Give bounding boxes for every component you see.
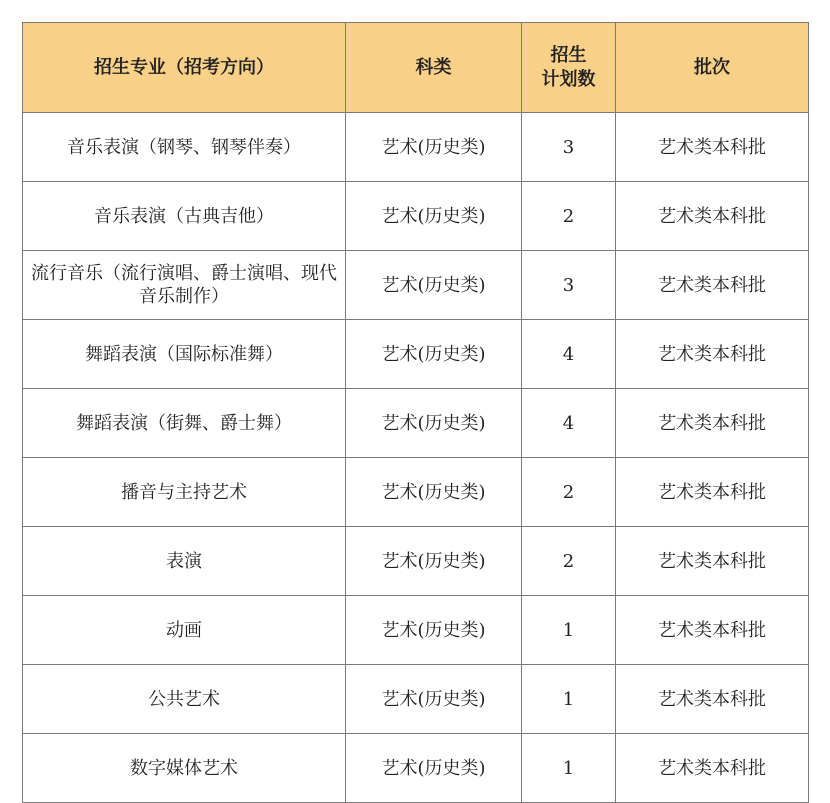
plan-cell: 1 [522,734,616,803]
batch-cell: 艺术类本科批 [616,251,809,320]
plan-cell: 4 [522,320,616,389]
header-plan-line1: 招生 [550,44,587,66]
category-cell: 艺术(历史类) [346,113,522,182]
table-row [23,320,809,389]
batch-cell: 艺术类本科批 [616,458,809,527]
batch-cell: 艺术类本科批 [616,182,809,251]
enrollment-plan-table [22,22,809,803]
major-cell: 动画 [23,596,346,665]
plan-cell: 1 [522,596,616,665]
table-row [23,596,809,665]
plan-cell: 4 [522,389,616,458]
header-batch: 批次 [616,23,809,113]
header-major: 招生专业（招考方向） [23,23,346,113]
category-cell: 艺术(历史类) [346,251,522,320]
table-row [23,458,809,527]
category-cell: 艺术(历史类) [346,527,522,596]
category-cell: 艺术(历史类) [346,596,522,665]
plan-cell: 3 [522,251,616,320]
category-cell: 艺术(历史类) [346,182,522,251]
batch-cell: 艺术类本科批 [616,113,809,182]
batch-cell: 艺术类本科批 [616,389,809,458]
major-cell: 舞蹈表演（街舞、爵士舞） [23,389,346,458]
batch-cell: 艺术类本科批 [616,734,809,803]
major-cell: 公共艺术 [23,665,346,734]
plan-cell: 3 [522,113,616,182]
table-row [23,665,809,734]
category-cell: 艺术(历史类) [346,389,522,458]
table-row [23,389,809,458]
major-cell: 播音与主持艺术 [23,458,346,527]
major-cell: 音乐表演（古典吉他） [23,182,346,251]
major-cell: 流行音乐（流行演唱、爵士演唱、现代音乐制作） [23,251,346,320]
table-header [23,23,809,113]
header-plan [522,23,616,113]
category-cell: 艺术(历史类) [346,665,522,734]
major-cell: 舞蹈表演（国际标准舞） [23,320,346,389]
batch-cell: 艺术类本科批 [616,527,809,596]
plan-cell: 2 [522,182,616,251]
batch-cell: 艺术类本科批 [616,596,809,665]
category-cell: 艺术(历史类) [346,320,522,389]
category-cell: 艺术(历史类) [346,458,522,527]
batch-cell: 艺术类本科批 [616,320,809,389]
table-row [23,527,809,596]
major-cell: 数字媒体艺术 [23,734,346,803]
header-category: 科类 [346,23,522,113]
plan-cell: 2 [522,458,616,527]
plan-cell: 2 [522,527,616,596]
table-row [23,113,809,182]
major-cell: 音乐表演（钢琴、钢琴伴奏） [23,113,346,182]
table-body [23,113,809,803]
major-cell: 表演 [23,527,346,596]
header-plan-line2: 计划数 [541,68,596,90]
table-row [23,251,809,320]
table-row [23,182,809,251]
plan-cell: 1 [522,665,616,734]
header-row [23,23,809,113]
category-cell: 艺术(历史类) [346,734,522,803]
table-row [23,734,809,803]
batch-cell: 艺术类本科批 [616,665,809,734]
